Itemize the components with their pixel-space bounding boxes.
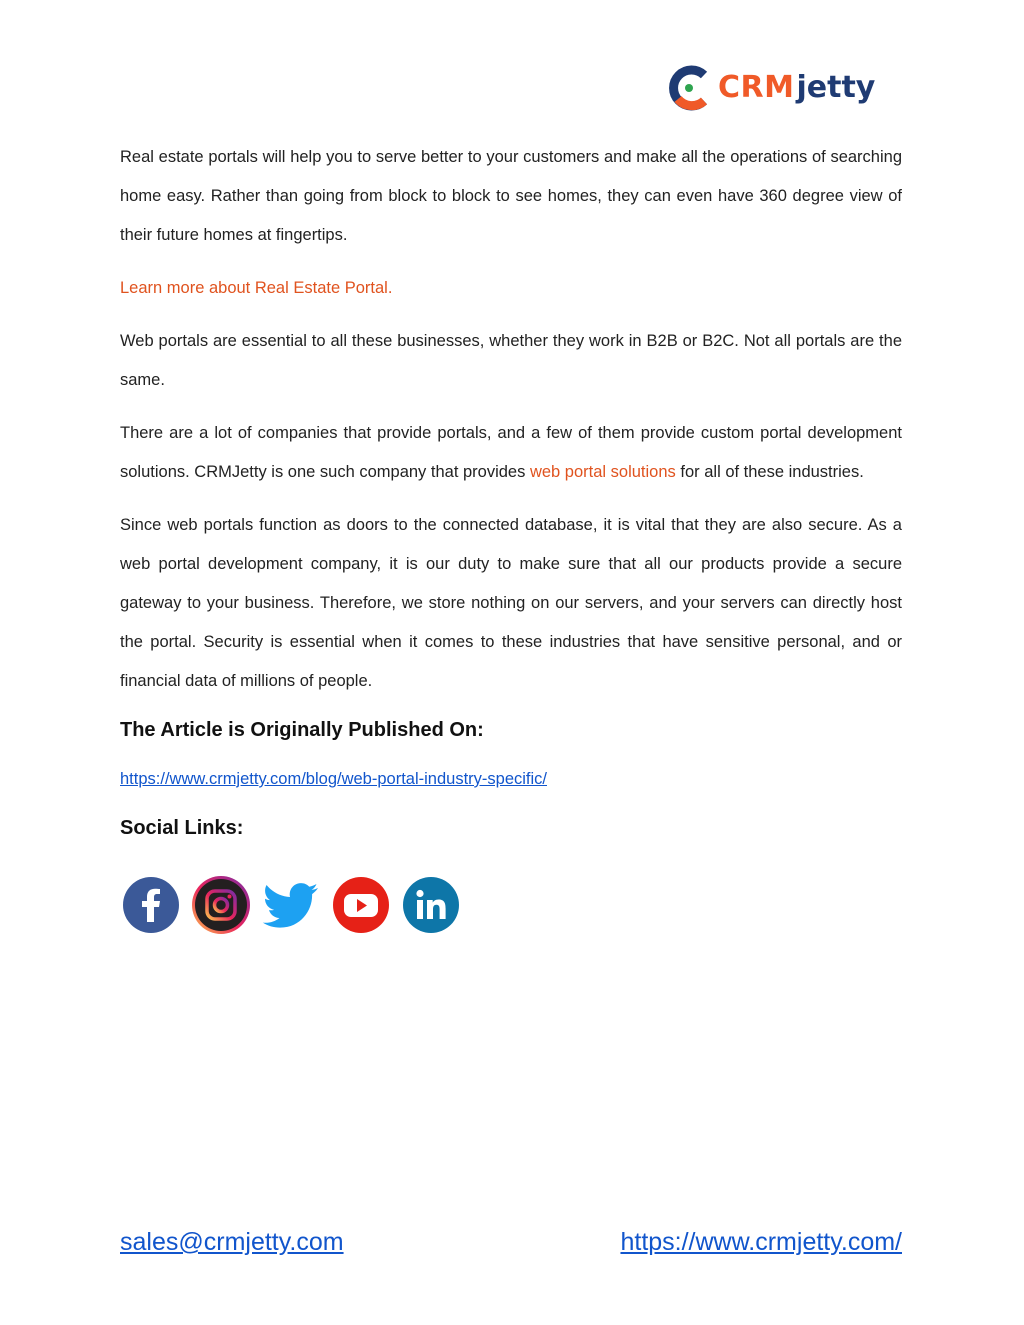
web-portal-solutions-link[interactable]: web portal solutions [529, 463, 676, 481]
footer [120, 1228, 902, 1257]
youtube-icon[interactable] [330, 874, 392, 936]
logo-crm-text: CRM [718, 70, 795, 105]
article-origin-heading: The Article is Originally Published On: [120, 719, 484, 741]
paragraph-real-estate: Real estate portals will help you to serve better to your customers and make all the operations of searching home easy. Rather than going from block to block to see homes, they can even have 360 degree view of their future homes at fingertips. [120, 148, 902, 244]
website-link[interactable]: https://www.crmjetty.com/ [620, 1228, 902, 1256]
facebook-icon[interactable] [120, 874, 182, 936]
twitter-icon[interactable] [260, 874, 322, 936]
social-icons-row [120, 874, 902, 936]
paragraph-security: Since web portals function as doors to the connected database, it is vital that they are also secure. As a web portal development company, it is our duty to make sure that all our products provide a secure gateway to your business. Therefore, we store nothing on our servers, and your servers can directly host the portal. Security is essential when it comes to these industries that have sensitive personal, and or financial data of millions of people. [120, 516, 902, 690]
social-links-heading: Social Links: [120, 817, 244, 839]
crmjetty-logo [664, 60, 876, 116]
article-body [120, 138, 902, 936]
learn-more-paragraph [120, 269, 902, 308]
paragraph-companies [120, 414, 902, 492]
paragraph-web-portals: Web portals are essential to all these businesses, whether they work in B2B or B2C. Not all portals are the same. [120, 332, 902, 389]
email-link[interactable]: sales@crmjetty.com [120, 1228, 344, 1256]
article-url-link[interactable]: https://www.crmjetty.com/blog/web-portal-industry-specific/ [120, 770, 547, 788]
crmjetty-logo-mark-icon [664, 63, 714, 113]
instagram-icon[interactable] [190, 874, 252, 936]
linkedin-icon[interactable] [400, 874, 462, 936]
logo-jetty-text: jetty [796, 70, 876, 105]
paragraph-companies-text-2: for all of these industries. [675, 463, 864, 481]
paragraph-companies-text-1: There are a lot of companies that provide portals, and a few of them provide custom portal development solutions. CRMJetty is one such company that provides [120, 424, 902, 481]
learn-more-link[interactable]: Learn more about Real Estate Portal. [120, 279, 393, 297]
